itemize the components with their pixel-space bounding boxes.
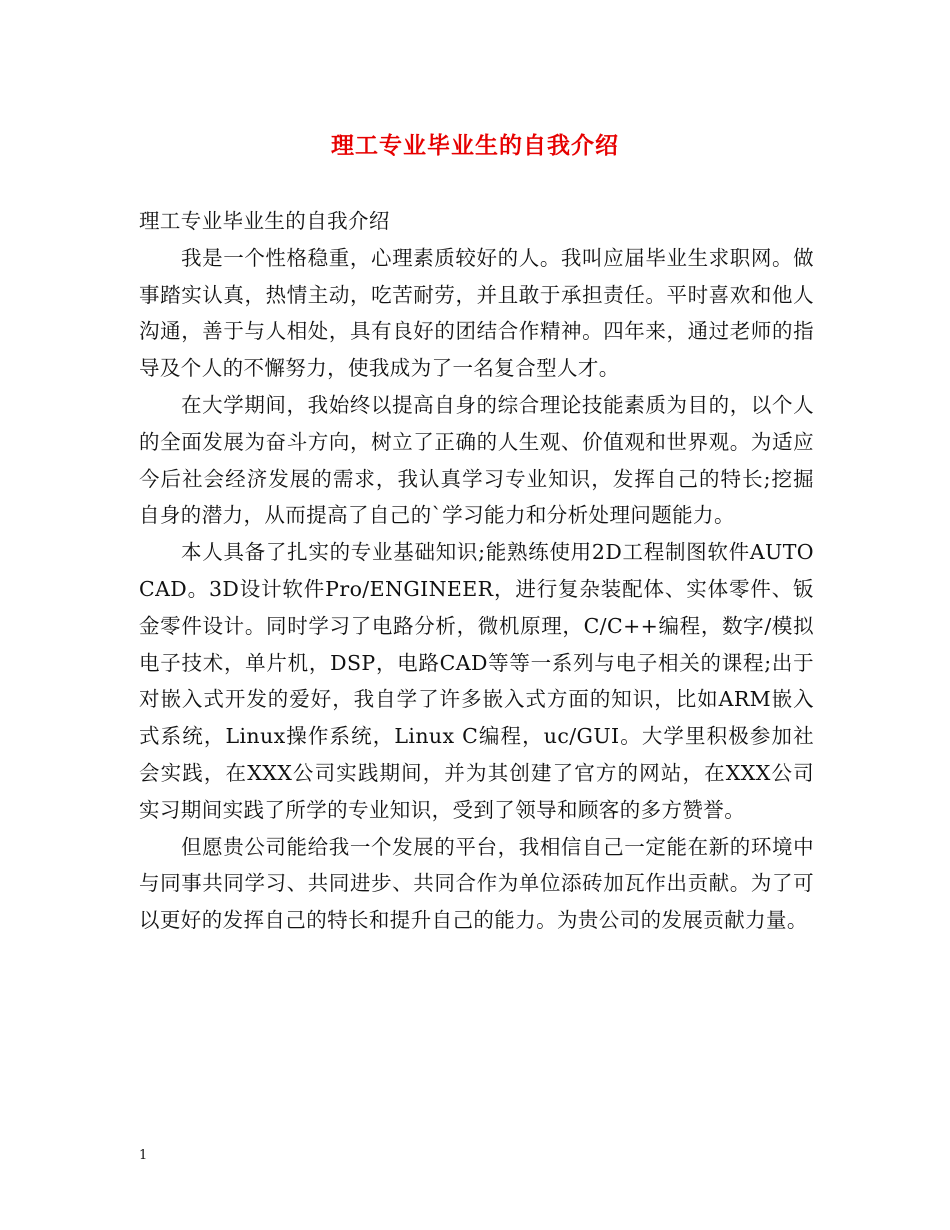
paragraph-1: 我是一个性格稳重，心理素质较好的人。我叫应届毕业生求职网。做事踏实认真，热情主动，吃苦耐劳，并且敢于承担责任。平时喜欢和他人沟通，善于与人相处，具有良好的团结合作精神。四年来，通过老师的指导及个人的不懈努力，使我成为了一名复合型人才。 xyxy=(139,245,814,381)
paragraph-4: 但愿贵公司能给我一个发展的平台，我相信自己一定能在新的环境中与同事共同学习、共同进步、共同合作为单位添砖加瓦作出贡献。为了可以更好的发挥自己的特长和提升自己的能力。为贵公司的发展贡献力量。 xyxy=(139,834,814,933)
paragraph-3: 本人具备了扎实的专业基础知识;能熟练使用2D工程制图软件AUTOCAD。3D设计软件Pro/ENGINEER，进行复杂装配体、实体零件、钣金零件设计。同时学习了电路分析，微机原理，C/C++编程，数字/模拟电子技术，单片机，DSP，电路CAD等等一系列与电子相关的课程;出于对嵌入式开发的爱好，我自学了许多嵌入式方面的知识，比如ARM嵌入式系统，Linux操作系统，Linux C编程，uc/GUI。大学里积极参加社会实践，在XXX公司实践期间，并为其创建了官方的网站，在XXX公司实习期间实践了所学的专业知识，受到了领导和顾客的多方赞誉。 xyxy=(139,540,814,822)
paragraph-2: 在大学期间，我始终以提高自身的综合理论技能素质为目的，以个人的全面发展为奋斗方向，树立了正确的人生观、价值观和世界观。为适应今后社会经济发展的需求，我认真学习专业知识，发挥自己的特长;挖掘自身的潜力，从而提高了自己的`学习能力和分析处理问题能力。 xyxy=(139,392,814,528)
document-title: 理工专业毕业生的自我介绍 xyxy=(331,132,619,159)
document-subtitle: 理工专业毕业生的自我介绍 xyxy=(139,209,390,233)
document-body xyxy=(139,203,814,939)
page-number: 1 xyxy=(139,1148,148,1163)
